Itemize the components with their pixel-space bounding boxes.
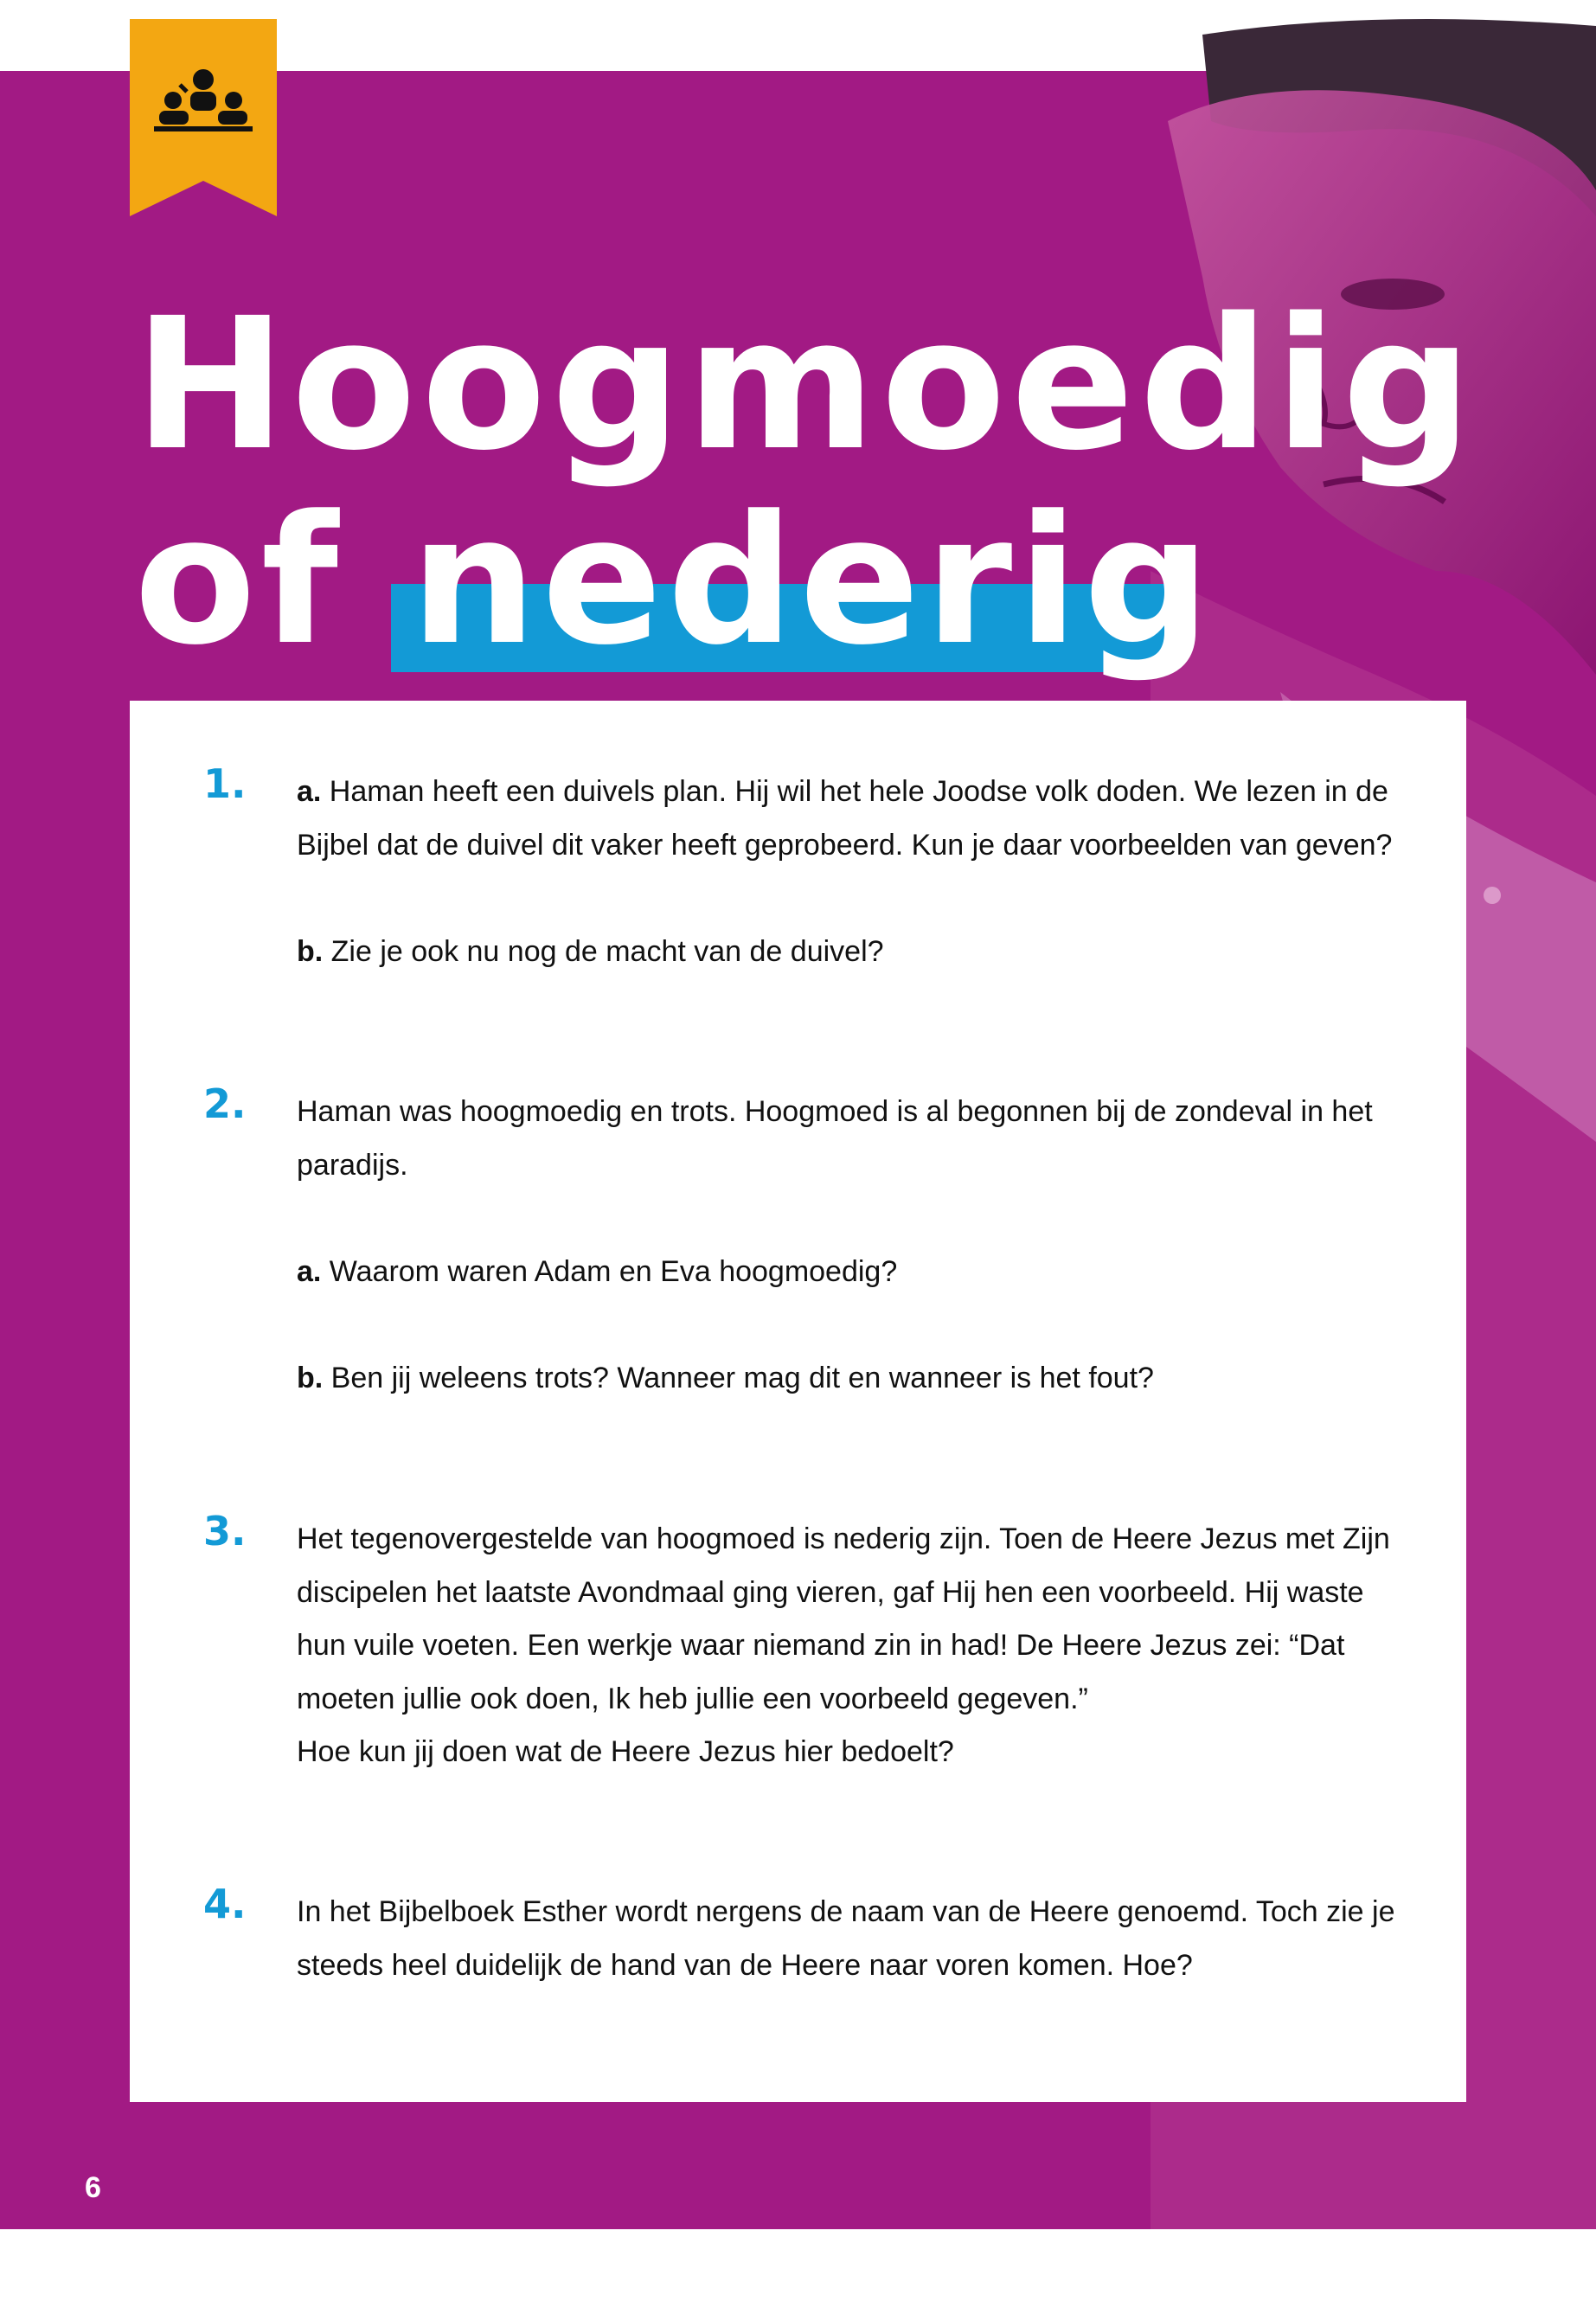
part-text: Zie je ook nu nog de macht van de duivel? [323,934,884,968]
question-number: 4. [203,1881,247,1927]
question-body [297,766,1404,978]
question-text: In het Bijbelboek Esther wordt nergens de naam van de Heere genoemd. Toch zie je steeds heel duidelijk de hand van de Heere naar voren komen. Hoe? [297,1895,1395,1982]
question-part-b [297,1352,1404,1406]
page-title-line2 [134,478,1216,684]
part-text: Waarom waren Adam en Eva hoogmoedig? [321,1254,898,1288]
page-title-line1: Hoogmoedig [134,279,1477,490]
part-label: b. [297,934,324,968]
question-body [297,1886,1404,1992]
torn-paper-edge [130,1990,1466,2128]
title-word-of: of [134,478,344,684]
question-text: Het tegenovergestelde van hoogmoed is nederig zijn. Toen de Heere Jezus met Zijn discipelen het laatste Avondmaal ging vieren, gaf Hij hen een voorbeeld. Hij waste hun vuile voeten. Een werkje waar niemand zin in had! De Heere Jezus zei: “Dat moeten jullie ook doen, Ik heb jullie een voorbeeld gegeven.” [297,1522,1390,1715]
question-part-a [297,766,1404,872]
questions-card [130,701,1466,2102]
group-discussion-icon [154,66,253,135]
question-body [297,1086,1404,1405]
part-label: a. [297,775,322,808]
part-text: Haman heeft een duivels plan. Hij wil het hele Joodse volk doden. We lezen in de Bijbel dat de duivel dit vaker heeft geprobeerd. Kun je daar voorbeelden van geven? [297,775,1393,862]
question-part-a [297,1246,1404,1299]
title-word-nederig: nederig [410,478,1216,684]
question-number: 2. [203,1080,247,1127]
part-label: a. [297,1254,322,1288]
part-label: b. [297,1361,324,1394]
question-part-b [297,926,1404,979]
question-number: 1. [203,760,247,807]
question-intro: Haman was hoogmoedig en trots. Hoogmoed is al begonnen bij de zondeval in het paradijs. [297,1095,1373,1182]
part-text: Ben jij weleens trots? Wanneer mag dit en wanneer is het fout? [323,1361,1154,1394]
question-number: 3. [203,1508,247,1554]
question-body [297,1513,1404,1779]
page-number: 6 [85,2171,101,2204]
question-followup: Hoe kun jij doen wat de Heere Jezus hier bedoelt? [297,1735,954,1768]
